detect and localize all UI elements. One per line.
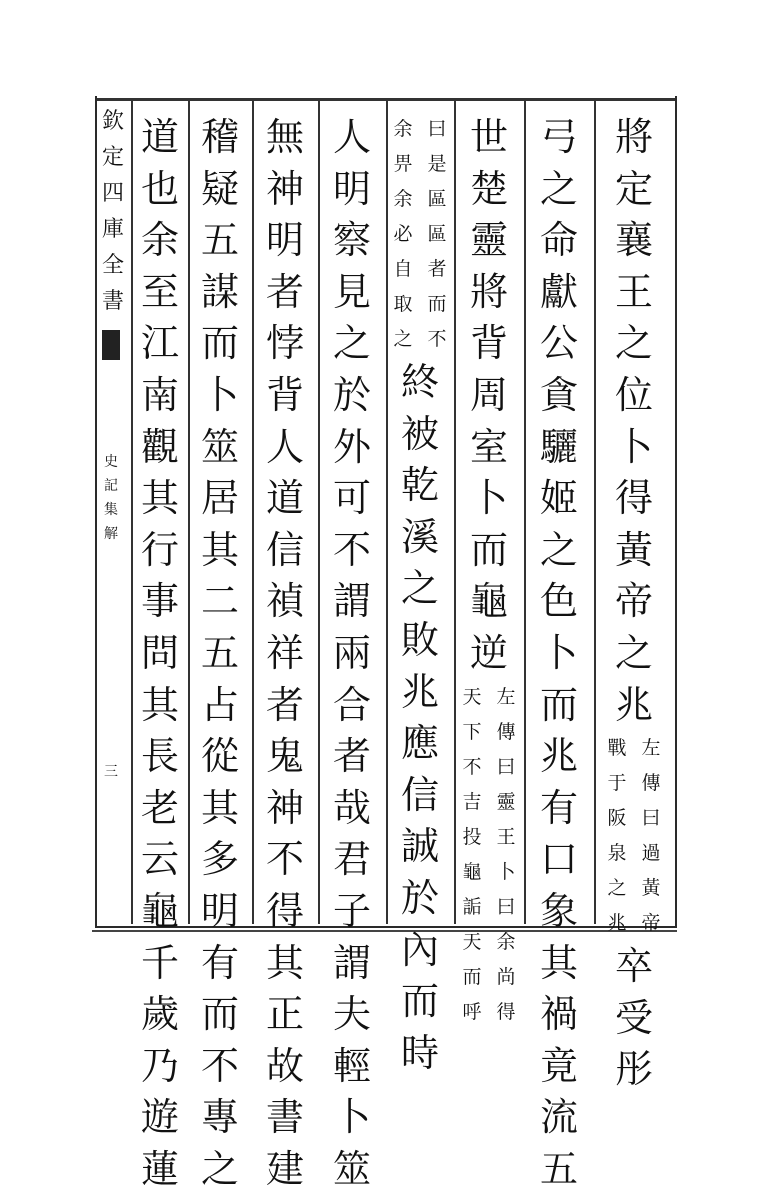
main-text-char: 南 <box>140 372 179 417</box>
section-title-char-group-char: 集 <box>104 502 118 518</box>
main-text-char: 竟 <box>539 1043 578 1088</box>
main-text-char: 龜 <box>140 888 179 933</box>
main-text-char: 口 <box>539 837 578 882</box>
main-text <box>531 112 587 1195</box>
annotation-right-char: 曰 <box>496 895 516 918</box>
main-text-char: 悖 <box>265 321 304 366</box>
main-text-char: 見 <box>332 269 371 314</box>
annotation-right-char: 區 <box>427 188 447 210</box>
annotation-left <box>391 112 415 357</box>
annotation-left-char: 自 <box>393 258 413 280</box>
section-title-char-group <box>100 450 122 546</box>
main-text-char: 輕 <box>332 1043 371 1088</box>
main-text-char: 貪 <box>539 372 578 417</box>
annotation-right <box>639 731 663 941</box>
main-text-char: 人 <box>265 424 304 469</box>
annotation-left-char: 戰 <box>607 737 627 760</box>
main-text-char: 專 <box>200 1095 239 1140</box>
main-text-char: 神 <box>265 166 304 211</box>
main-text-char: 事 <box>140 579 179 624</box>
main-text-char: 而 <box>200 992 239 1037</box>
annotation-left-char: 不 <box>462 755 482 778</box>
main-text-char: 無 <box>265 115 304 159</box>
annotation-left-char: 于 <box>607 772 627 795</box>
main-text-char: 禎 <box>265 579 304 624</box>
main-text-char: 襄 <box>614 218 653 263</box>
main-text-char: 歲 <box>140 992 179 1037</box>
annotation-right-char: 尚 <box>496 965 516 988</box>
annotation-left-char: 阪 <box>607 807 627 830</box>
main-text-char: 其 <box>140 476 179 521</box>
main-text-char: 誠 <box>400 824 439 869</box>
main-text <box>192 112 248 1195</box>
annotation-right-char: 卜 <box>496 860 516 883</box>
annotation-right-char: 余 <box>496 930 516 953</box>
main-text-char: 其 <box>140 682 179 727</box>
main-text <box>461 112 517 680</box>
main-text-char: 明 <box>200 888 239 933</box>
column-divider <box>318 100 320 924</box>
main-text-char: 道 <box>140 115 179 159</box>
main-text-char: 室 <box>469 424 508 469</box>
main-text-char: 將 <box>469 269 508 314</box>
main-text-char: 被 <box>400 411 439 456</box>
main-text-char: 外 <box>332 424 371 469</box>
main-text-char: 問 <box>140 630 179 675</box>
main-text-char: 云 <box>140 837 179 882</box>
book-title-char-group-char: 定 <box>101 145 124 170</box>
main-text-char: 象 <box>539 888 578 933</box>
main-text-char: 觀 <box>140 424 179 469</box>
main-text-char: 色 <box>539 579 578 624</box>
main-text-char: 其 <box>539 940 578 985</box>
main-text-char: 弓 <box>539 115 578 159</box>
main-text-char: 溪 <box>400 514 439 559</box>
main-text-char: 筮 <box>332 1146 371 1191</box>
main-text-char: 背 <box>469 321 508 366</box>
main-text-char: 者 <box>265 682 304 727</box>
main-text-char: 而 <box>469 527 508 572</box>
main-text-char: 有 <box>539 785 578 830</box>
main-text-char: 乃 <box>140 1043 179 1088</box>
main-text-char: 命 <box>539 218 578 263</box>
section-title-char-group-char: 解 <box>104 526 118 542</box>
annotation-left-char: 泉 <box>607 842 627 865</box>
main-text-char: 乾 <box>400 463 439 508</box>
main-text-char: 鬼 <box>265 734 304 779</box>
main-text-char: 逆 <box>469 630 508 675</box>
main-text-char: 之 <box>539 166 578 211</box>
annotation-left-char: 余 <box>393 188 413 210</box>
main-text-char: 神 <box>265 785 304 830</box>
main-text-char: 正 <box>265 992 304 1037</box>
annotation-right <box>494 680 518 1030</box>
main-text-char: 遊 <box>140 1095 179 1140</box>
main-text-char: 五 <box>200 218 239 263</box>
main-text-char: 明 <box>332 166 371 211</box>
main-text-char: 姬 <box>539 476 578 521</box>
main-text-char: 於 <box>400 875 439 920</box>
main-text-char: 而 <box>400 979 439 1024</box>
main-text-char: 信 <box>265 527 304 572</box>
column-divider <box>524 100 526 924</box>
main-text-char: 祥 <box>265 630 304 675</box>
main-text-char: 之 <box>332 321 371 366</box>
page-number-char-group-char: 三 <box>104 764 118 780</box>
main-text-char: 驪 <box>539 424 578 469</box>
annotation-right-char: 靈 <box>496 790 516 813</box>
main-text-char: 內 <box>400 927 439 972</box>
column-divider <box>454 100 456 924</box>
main-text-char: 世 <box>469 115 508 159</box>
annotation-right-char: 左 <box>641 737 661 760</box>
main-text <box>606 112 662 731</box>
main-text-char: 合 <box>332 682 371 727</box>
annotation-left-char: 龜 <box>462 860 482 883</box>
main-text-char: 謂 <box>332 579 371 624</box>
main-text-char: 卜 <box>539 630 578 675</box>
main-text-char: 王 <box>614 269 653 314</box>
book-title-char-group <box>98 104 128 320</box>
annotation-right-char: 王 <box>496 825 516 848</box>
main-text-char: 五 <box>539 1146 578 1191</box>
main-text-char: 明 <box>265 218 304 263</box>
main-text-char: 黃 <box>614 527 653 572</box>
annotation-left-char: 呼 <box>462 1000 482 1023</box>
fold-mark <box>102 330 120 360</box>
main-text-char: 其 <box>200 527 239 572</box>
main-text <box>392 357 448 1079</box>
annotation-left-char: 之 <box>607 877 627 900</box>
main-text-char: 受 <box>614 995 653 1040</box>
main-text-char: 之 <box>400 566 439 611</box>
main-text-char: 稽 <box>200 115 239 159</box>
annotation-left-char: 畀 <box>393 153 413 175</box>
annotation-right-char: 左 <box>496 685 516 708</box>
main-text <box>257 112 313 1195</box>
main-text-char: 兩 <box>332 630 371 675</box>
section-title-char-group-char: 史 <box>104 454 118 470</box>
main-text-char: 將 <box>614 115 653 159</box>
main-text-char: 之 <box>614 321 653 366</box>
main-text-char: 帝 <box>614 579 653 624</box>
annotation-left-char: 天 <box>462 685 482 708</box>
main-text-char: 於 <box>332 372 371 417</box>
main-text-char: 周 <box>469 372 508 417</box>
main-text-char: 江 <box>140 321 179 366</box>
main-text-char: 不 <box>200 1043 239 1088</box>
main-text <box>606 941 662 1096</box>
annotation-right-char: 區 <box>427 223 447 245</box>
main-text-char: 謀 <box>200 269 239 314</box>
main-text-char: 卒 <box>614 944 653 989</box>
column-divider <box>188 100 190 924</box>
main-text-char: 其 <box>265 940 304 985</box>
main-text-char: 楚 <box>469 166 508 211</box>
annotation-left <box>460 680 484 1030</box>
main-text-char: 者 <box>332 734 371 779</box>
main-text-char: 察 <box>332 218 371 263</box>
main-text-char: 卜 <box>614 424 653 469</box>
book-title-char-group-char: 全 <box>101 253 124 278</box>
annotation-left-char: 取 <box>393 293 413 315</box>
annotation-left-char: 而 <box>462 965 482 988</box>
main-text-char: 敗 <box>400 617 439 662</box>
main-text-char: 之 <box>200 1146 239 1191</box>
main-text-char: 兆 <box>614 682 653 727</box>
main-text-char: 從 <box>200 734 239 779</box>
annotation-left-char: 之 <box>393 328 413 350</box>
main-text-char: 余 <box>140 218 179 263</box>
main-text-char: 人 <box>332 115 371 159</box>
page-number-char-group <box>100 760 122 784</box>
main-text-char: 居 <box>200 476 239 521</box>
main-text-char: 道 <box>265 476 304 521</box>
annotation-right-char: 是 <box>427 153 447 175</box>
main-text-char: 應 <box>400 721 439 766</box>
book-title-char-group-char: 四 <box>101 181 124 206</box>
main-text-char: 得 <box>265 888 304 933</box>
main-text-char: 卜 <box>200 372 239 417</box>
main-text-char: 占 <box>200 682 239 727</box>
main-text-char: 可 <box>332 476 371 521</box>
annotation-left-char: 天 <box>462 930 482 953</box>
main-text-char: 五 <box>200 630 239 675</box>
book-title-char-group-char: 書 <box>101 289 124 314</box>
main-text-char: 卜 <box>469 476 508 521</box>
main-text-char: 得 <box>614 476 653 521</box>
main-text-char: 終 <box>400 360 439 404</box>
main-text-char: 位 <box>614 372 653 417</box>
annotation-right-char: 帝 <box>641 912 661 935</box>
annotation-right-char: 者 <box>427 258 447 280</box>
main-text-char: 兆 <box>400 669 439 714</box>
annotation-left-char: 兆 <box>607 912 627 935</box>
main-text-char: 筮 <box>200 424 239 469</box>
main-text-char: 書 <box>265 1095 304 1140</box>
main-text-char: 龜 <box>469 579 508 624</box>
main-text-char: 長 <box>140 734 179 779</box>
annotation-left-char: 余 <box>393 118 413 140</box>
annotation-left-char: 吉 <box>462 790 482 813</box>
main-text-char: 禍 <box>539 992 578 1037</box>
annotation-right-char: 不 <box>427 328 447 350</box>
book-title-char-group-char: 欽 <box>101 109 124 134</box>
main-text-char: 獻 <box>539 269 578 314</box>
annotation-right-char: 曰 <box>641 807 661 830</box>
main-text-char: 不 <box>265 837 304 882</box>
column-divider <box>386 100 388 924</box>
main-text-char: 卜 <box>332 1095 371 1140</box>
main-text-char: 建 <box>265 1146 304 1191</box>
annotation-right-char: 傳 <box>496 720 516 743</box>
main-text-char: 多 <box>200 837 239 882</box>
main-text-char: 公 <box>539 321 578 366</box>
section-title-char-group-char: 記 <box>104 478 118 494</box>
annotation-left-char: 必 <box>393 223 413 245</box>
main-text <box>132 112 188 1195</box>
annotation-left-char: 投 <box>462 825 482 848</box>
book-title-char-group-char: 庫 <box>101 217 124 242</box>
main-text-char: 蓮 <box>140 1146 179 1191</box>
main-text-char: 夫 <box>332 992 371 1037</box>
main-text-char: 其 <box>200 785 239 830</box>
main-text-char: 不 <box>332 527 371 572</box>
annotation-left <box>605 731 629 941</box>
main-text <box>324 112 380 1195</box>
main-text-char: 也 <box>140 166 179 211</box>
annotation-right-char: 曰 <box>427 118 447 140</box>
main-text-char: 定 <box>614 166 653 211</box>
annotation-right-char: 得 <box>496 1000 516 1023</box>
annotation-right <box>425 112 449 357</box>
main-text-char: 疑 <box>200 166 239 211</box>
annotation-right-char: 過 <box>641 842 661 865</box>
column-divider <box>252 100 254 924</box>
main-text-char: 兆 <box>539 734 578 779</box>
column-divider <box>594 100 596 924</box>
main-text-char: 二 <box>200 579 239 624</box>
main-text-char: 背 <box>265 372 304 417</box>
main-text-char: 哉 <box>332 785 371 830</box>
annotation-right-char: 曰 <box>496 755 516 778</box>
main-text-char: 而 <box>200 321 239 366</box>
main-text-char: 謂 <box>332 940 371 985</box>
main-text-char: 君 <box>332 837 371 882</box>
main-text-char: 者 <box>265 269 304 314</box>
main-text-char: 子 <box>332 888 371 933</box>
main-text-char: 之 <box>614 630 653 675</box>
main-text-char: 千 <box>140 940 179 985</box>
main-text-char: 時 <box>400 1030 439 1075</box>
main-text-char: 而 <box>539 682 578 727</box>
main-text-char: 有 <box>200 940 239 985</box>
main-text-char: 彤 <box>614 1047 653 1092</box>
main-text-char: 信 <box>400 772 439 817</box>
annotation-left-char: 詬 <box>462 895 482 918</box>
annotation-right-char: 黃 <box>641 877 661 900</box>
main-text-char: 至 <box>140 269 179 314</box>
main-text-char: 靈 <box>469 218 508 263</box>
main-text-char: 之 <box>539 527 578 572</box>
annotation-right-char: 傳 <box>641 772 661 795</box>
annotation-left-char: 下 <box>462 720 482 743</box>
main-text-char: 故 <box>265 1043 304 1088</box>
main-text-char: 老 <box>140 785 179 830</box>
annotation-right-char: 而 <box>427 293 447 315</box>
main-text-char: 流 <box>539 1095 578 1140</box>
main-text-char: 行 <box>140 527 179 572</box>
